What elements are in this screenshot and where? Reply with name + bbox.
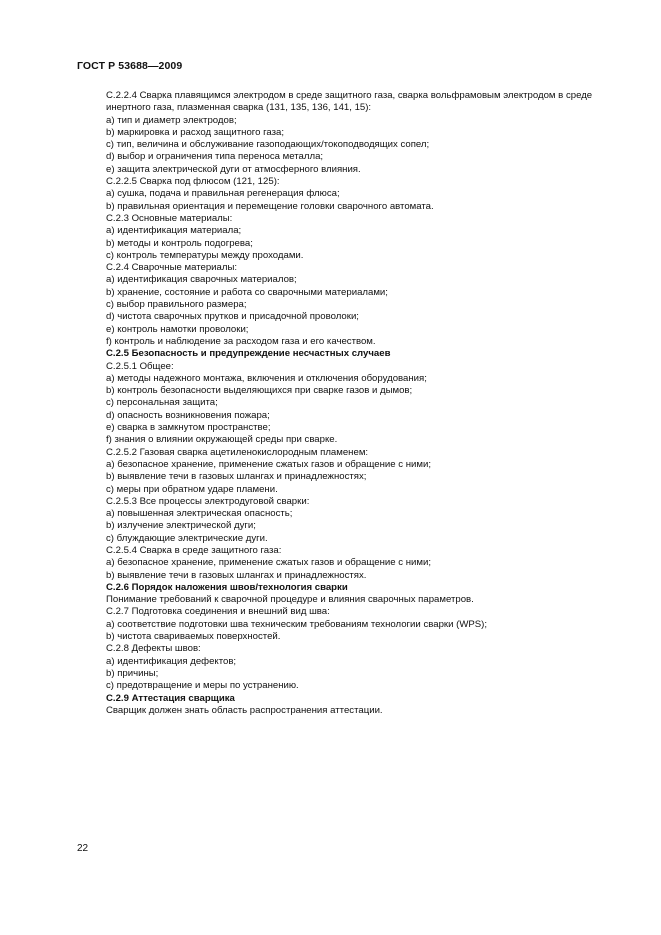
text-line: a) идентификация материала; — [106, 225, 242, 237]
text-line: c) выбор правильного размера; — [106, 299, 247, 311]
text-line: f) знания о влиянии окружающей среды при сварке. — [106, 434, 338, 446]
text-line: a) тип и диаметр электродов; — [106, 114, 237, 126]
text-line: b) чистота свариваемых поверхностей. — [106, 631, 281, 643]
text-line: С.2.5.2 Газовая сварка ацетиленокислородным пламенем: — [106, 446, 369, 458]
text-line: c) предотвращение и меры по устранению. — [106, 680, 299, 692]
text-line: d) чистота сварочных прутков и присадочной проволоки; — [106, 311, 359, 323]
text-line: С.2.5.1 Общее: — [106, 360, 174, 372]
section-heading: С.2.9 Аттестация сварщика — [106, 692, 235, 704]
text-line: Сварщик должен знать область распространения аттестации. — [106, 704, 383, 716]
document-body — [90, 90, 620, 717]
text-line: f) контроль и наблюдение за расходом газа и его качеством. — [106, 335, 376, 347]
text-line: С.2.8 Дефекты швов: — [106, 643, 201, 655]
text-line: С.2.2.4 Сварка плавящимся электродом в среде защитного газа, сварка вольфрамовым электродом в среде инертного газа, плазменная сварка (131, 135, 136, 141, 15): — [106, 90, 593, 114]
text-line: d) выбор и ограничения типа переноса металла; — [106, 151, 324, 163]
document-header: ГОСТ Р 53688—2009 — [77, 60, 183, 72]
text-line: b) маркировка и расход защитного газа; — [106, 126, 284, 138]
text-line: d) опасность возникновения пожара; — [106, 409, 270, 421]
section-heading: С.2.5 Безопасность и предупреждение несчастных случаев — [106, 348, 391, 360]
text-line: a) сушка, подача и правильная регенерация флюса; — [106, 188, 340, 200]
text-line: c) персональная защита; — [106, 397, 218, 409]
text-line: b) излучение электрической дуги; — [106, 520, 256, 532]
text-line: a) методы надежного монтажа, включения и отключения оборудования; — [106, 372, 427, 384]
text-line: b) выявление течи в газовых шлангах и принадлежностях; — [106, 471, 367, 483]
text-line: a) идентификация дефектов; — [106, 655, 237, 667]
text-line: e) контроль намотки проволоки; — [106, 323, 249, 335]
text-line: b) контроль безопасности выделяющихся при сварке газов и дымов; — [106, 385, 413, 397]
text-line: c) меры при обратном ударе пламени. — [106, 483, 278, 495]
text-line: Понимание требований к сварочной процедуре и влияния сварочных параметров. — [106, 594, 474, 606]
text-line: e) сварка в замкнутом пространстве; — [106, 422, 271, 434]
text-line: b) выявление течи в газовых шлангах и принадлежностях. — [106, 569, 367, 581]
section-heading: С.2.6 Порядок наложения швов/технология сварки — [106, 581, 348, 593]
text-line: e) защита электрической дуги от атмосферного влияния. — [106, 163, 361, 175]
text-line: a) повышенная электрическая опасность; — [106, 508, 293, 520]
text-line: С.2.4 Сварочные материалы: — [106, 262, 238, 274]
text-line: b) методы и контроль подогрева; — [106, 237, 253, 249]
text-line: С.2.5.3 Все процессы электродуговой сварки: — [106, 495, 310, 507]
text-line: b) хранение, состояние и работа со сварочными материалами; — [106, 286, 388, 298]
text-line: С.2.5.4 Сварка в среде защитного газа: — [106, 544, 282, 556]
text-line: a) идентификация сварочных материалов; — [106, 274, 297, 286]
text-line: С.2.2.5 Сварка под флюсом (121, 125): — [106, 176, 280, 188]
text-line: a) соответствие подготовки шва техническим требованиям технологии сварки (WPS); — [106, 618, 488, 630]
text-line: С.2.7 Подготовка соединения и внешний вид шва: — [106, 606, 330, 618]
text-line: С.2.3 Основные материалы: — [106, 212, 233, 224]
text-line: c) контроль температуры между проходами. — [106, 249, 304, 261]
text-line: b) причины; — [106, 667, 159, 679]
text-line: a) безопасное хранение, применение сжатых газов и обращение с ними; — [106, 458, 431, 470]
text-line: a) безопасное хранение, применение сжатых газов и обращение с ними; — [106, 557, 431, 569]
text-line: c) блуждающие электрические дуги. — [106, 532, 268, 544]
text-line: c) тип, величина и обслуживание газоподающих/токоподводящих сопел; — [106, 139, 430, 151]
page-number: 22 — [77, 843, 89, 854]
text-line: b) правильная ориентация и перемещение головки сварочного автомата. — [106, 200, 434, 212]
